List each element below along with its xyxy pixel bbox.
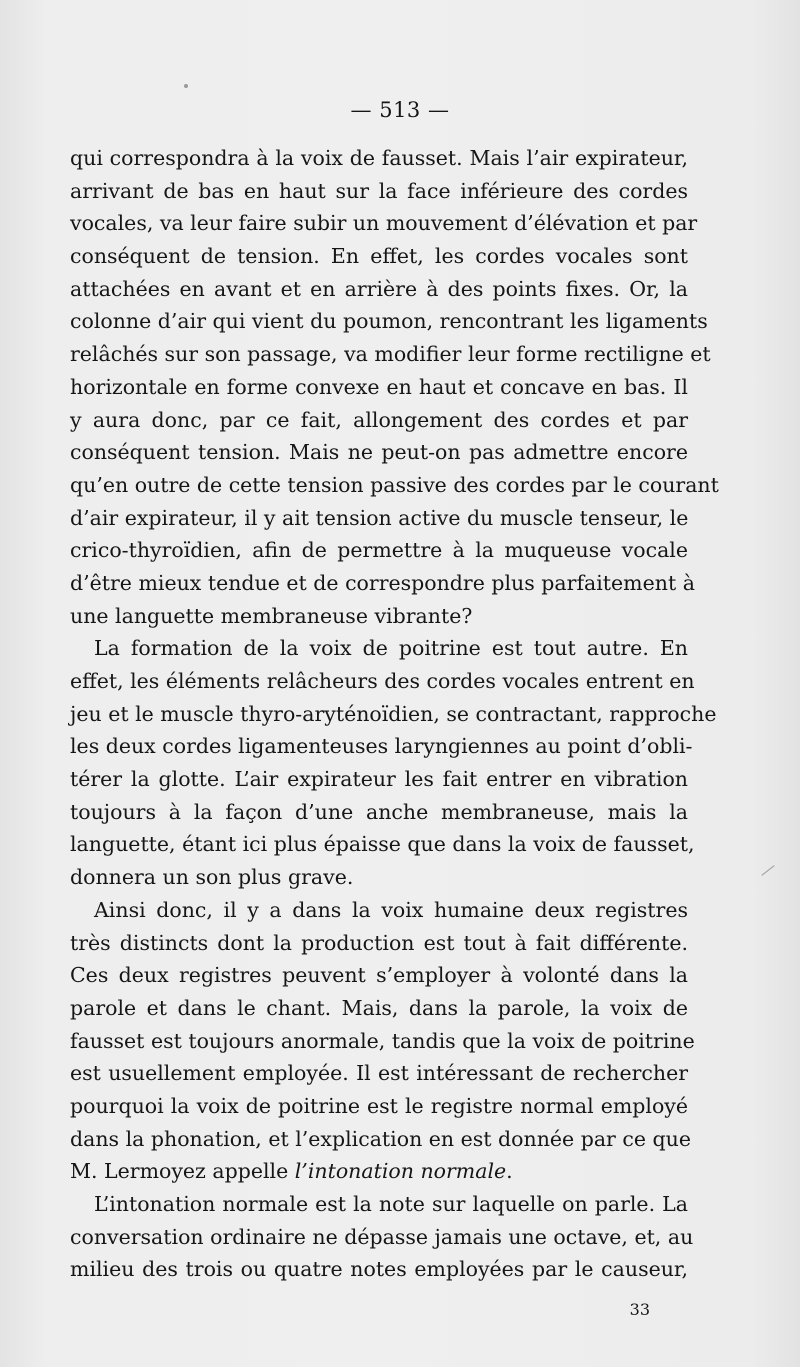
text-line: Ainsi donc, il y a dans la voix humaine deux registres	[94, 897, 688, 922]
text-line: languette, étant ici plus épaisse que dans la voix de fausset,	[70, 832, 695, 857]
text-line: conversation ordinaire ne dépasse jamais une octave, et, au	[70, 1224, 694, 1249]
text-line: jeu et le muscle thyro-aryténoïdien, se contractant, rapproche	[70, 701, 717, 726]
text-line: pourquoi la voix de poitrine est le registre normal employé	[70, 1093, 688, 1118]
text-line: horizontale en forme convexe en haut et concave en bas. Il	[70, 374, 688, 399]
text-line: donnera un son plus grave.	[70, 865, 354, 890]
page-number: — 513 —	[350, 98, 450, 122]
text-line: qui correspondra à la voix de fausset. Mais l’air expirateur,	[70, 146, 688, 170]
text-line: effet, les éléments relâcheurs des cordes vocales entrent en	[70, 669, 695, 693]
text-line: attachées en avant et en arrière à des points fixes. Or, la	[70, 276, 688, 301]
text-line: relâchés sur son passage, va modifier leur forme rectiligne et	[70, 342, 711, 367]
text-line: La formation de la voix de poitrine est tout autre. En	[94, 636, 688, 661]
text-line: les deux cordes ligamenteuses laryngiennes au point d’obli-	[70, 734, 693, 759]
text-line: dans la phonation, et l’explication en est donnée par ce que	[70, 1126, 691, 1151]
paragraph-1	[70, 142, 719, 632]
text-line: parole et dans le chant. Mais, dans la parole, la voix de	[70, 995, 688, 1020]
text-line: milieu des trois ou quatre notes employées par le causeur,	[70, 1257, 688, 1282]
text-line: colonne d’air qui vient du poumon, rencontrant les ligaments	[70, 309, 708, 334]
signature-mark: 33	[629, 1300, 650, 1319]
text-line: d’air expirateur, il y ait tension active du muscle tenseur, le	[70, 505, 689, 530]
text-fragment: M. Lermoyez appelle	[70, 1159, 295, 1184]
text-line: crico-thyroïdien, afin de permettre à la muqueuse vocale	[70, 538, 688, 563]
paragraph-3	[70, 894, 695, 1188]
text-fragment: .	[506, 1159, 513, 1184]
paper-speck	[184, 84, 188, 88]
text-line: arrivant de bas en haut sur la face inférieure des cordes	[70, 178, 688, 203]
text-line: fausset est toujours anormale, tandis que la voix de poitrine	[70, 1028, 695, 1053]
text-line: toujours à la façon d’une anche membraneuse, mais la	[70, 799, 688, 824]
text-line: d’être mieux tendue et de correspondre plus parfaitement à	[70, 570, 695, 595]
text-line: très distincts dont la production est tout à fait différente.	[70, 930, 688, 955]
text-line: vocales, va leur faire subir un mouvement d’élévation et par	[70, 211, 698, 236]
text-line: Ces deux registres peuvent s’employer à volonté dans la	[70, 963, 688, 988]
margin-mark	[761, 865, 774, 876]
text-line: conséquent de tension. En effet, les cordes vocales sont	[70, 244, 688, 269]
text-line: est usuellement employée. Il est intéressant de rechercher	[70, 1061, 688, 1086]
text-line	[70, 1155, 688, 1188]
text-line: térer la glotte. L’air expirateur les fait entrer en vibration	[70, 767, 688, 792]
body-text	[70, 142, 719, 1286]
text-line: L’intonation normale est la note sur laquelle on parle. La	[94, 1192, 688, 1216]
paragraph-2	[70, 632, 717, 894]
text-line: conséquent tension. Mais ne peut-on pas admettre encore	[70, 440, 688, 465]
italic-term: l’intonation normale	[294, 1159, 507, 1184]
text-line: qu’en outre de cette tension passive des cordes par le courant	[70, 472, 719, 497]
text-line: y aura donc, par ce fait, allongement des cordes et par	[70, 407, 688, 432]
paragraph-4	[70, 1188, 694, 1286]
text-line: une languette membraneuse vibrante?	[70, 603, 473, 628]
